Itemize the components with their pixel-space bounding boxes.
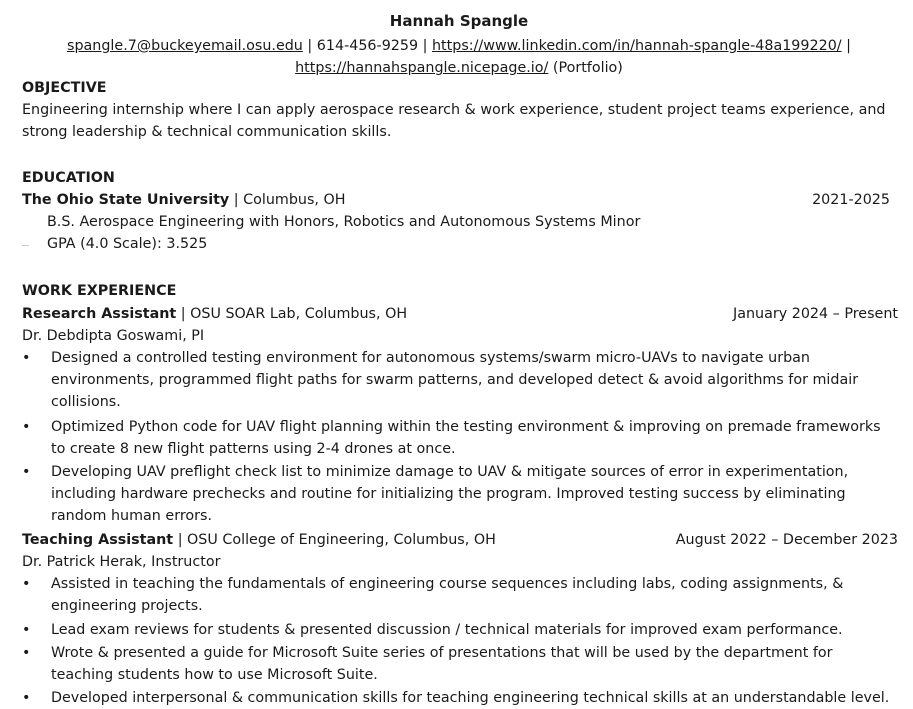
- education-dates: 2021-2025: [812, 192, 890, 208]
- bullet-line: Developed interpersonal & communication skills for teaching engineering technical skills at an understandable level.: [51, 690, 890, 706]
- separator: |: [422, 38, 428, 54]
- bullet-glyph: •: [22, 419, 31, 435]
- bullet-glyph: •: [22, 645, 31, 661]
- bullet-line: Designed a controlled testing environment for autonomous systems/swarm micro-UAVs to navigate urban: [51, 350, 810, 366]
- list-marker: [22, 245, 29, 246]
- job-org: | OSU College of Engineering, Columbus, OH: [177, 532, 496, 548]
- email-link[interactable]: spangle.7@buckeyemail.osu.edu: [67, 38, 303, 54]
- bullet-line: environments, programmed flight paths for swarm patterns, and developed detect & avoid algorithms for midair: [51, 372, 859, 388]
- linkedin-link[interactable]: https://www.linkedin.com/in/hannah-spangle-48a199220/: [432, 38, 842, 54]
- resume-name: Hannah Spangle: [389, 12, 529, 30]
- school-name: The Ohio State University: [22, 192, 230, 208]
- bullet-line: random human errors.: [51, 508, 213, 524]
- bullet-line: Wrote & presented a guide for Microsoft Suite series of presentations that will be used by the department for: [51, 645, 833, 661]
- job-dates: August 2022 – December 2023: [675, 532, 898, 548]
- separator: |: [307, 38, 313, 54]
- separator: |: [846, 38, 851, 54]
- job-supervisor: Dr. Debdipta Goswami, PI: [22, 328, 205, 344]
- portfolio-label: (Portfolio): [552, 60, 623, 76]
- job-dates: January 2024 – Present: [732, 306, 898, 322]
- bullet-glyph: •: [22, 576, 31, 592]
- job-title: Teaching Assistant: [22, 532, 174, 548]
- bullet-glyph: •: [22, 622, 31, 638]
- bullet-line: Developing UAV preflight check list to minimize damage to UAV & mitigate sources of error in experimentation,: [51, 464, 849, 480]
- job-title: Research Assistant: [22, 306, 177, 322]
- job-org: | OSU SOAR Lab, Columbus, OH: [180, 306, 408, 322]
- bullet-line: engineering projects.: [51, 598, 203, 614]
- bullet-line: Assisted in teaching the fundamentals of engineering course sequences including labs, coding assignments, &: [51, 576, 844, 592]
- bullet-line: including hardware prechecks and routine for initializing the program. Improved testing success by eliminating: [51, 486, 846, 502]
- bullet-line: teaching students how to use Microsoft Suite.: [51, 667, 378, 683]
- job-title-line: [22, 303, 407, 325]
- bullet-line: collisions.: [51, 394, 121, 410]
- bullet-line: to create 8 new flight patterns using 2-4 drones at once.: [51, 441, 456, 457]
- objective-heading: OBJECTIVE: [22, 80, 107, 96]
- objective-line: strong leadership & technical communication skills.: [22, 124, 392, 140]
- work-heading: WORK EXPERIENCE: [22, 283, 177, 299]
- bullet-glyph: •: [22, 464, 31, 480]
- bullet-line: Optimized Python code for UAV flight planning within the testing environment & improving on premade frameworks: [51, 419, 881, 435]
- phone-number: 614-456-9259: [316, 38, 419, 54]
- job-title-line: [22, 529, 496, 551]
- objective-line: Engineering internship where I can apply aerospace research & work experience, student project teams experience, and: [22, 102, 886, 118]
- bullet-glyph: •: [22, 350, 31, 366]
- contact-info: [22, 35, 896, 79]
- gpa: GPA (4.0 Scale): 3.525: [47, 236, 208, 252]
- bullet-glyph: •: [22, 690, 31, 706]
- school-location: | Columbus, OH: [233, 192, 346, 208]
- degree: B.S. Aerospace Engineering with Honors, Robotics and Autonomous Systems Minor: [47, 214, 641, 230]
- portfolio-link[interactable]: https://hannahspangle.nicepage.io/: [295, 60, 549, 76]
- education-heading: EDUCATION: [22, 170, 115, 186]
- job-supervisor: Dr. Patrick Herak, Instructor: [22, 554, 221, 570]
- education-school-line: [22, 189, 346, 211]
- bullet-line: Lead exam reviews for students & presented discussion / technical materials for improved exam performance.: [51, 622, 843, 638]
